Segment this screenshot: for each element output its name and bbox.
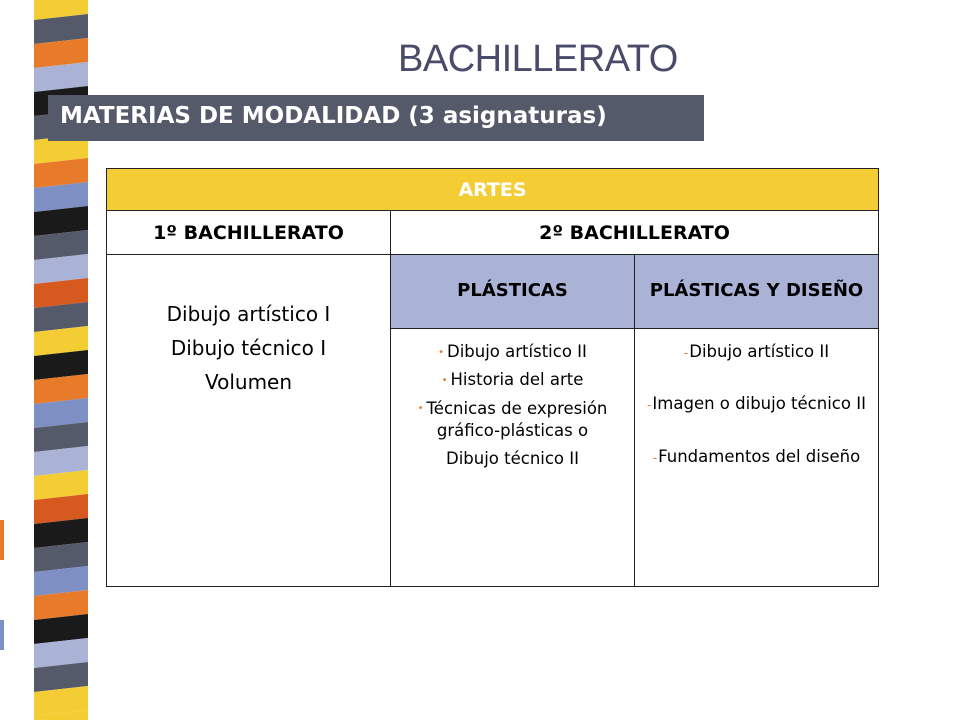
subtitle-text: MATERIAS DE MODALIDAD (3 asignaturas) [60, 103, 607, 129]
dash-icon: - [647, 398, 652, 413]
subjects-table [106, 168, 879, 587]
list-item: Imagen o dibujo técnico II [652, 394, 866, 414]
bullet-icon: • [417, 403, 424, 415]
plasticas-subjects-cell [391, 329, 635, 587]
stripe-accent [0, 620, 4, 650]
subtitle-banner [48, 95, 704, 141]
list-item: Fundamentos del diseño [658, 446, 861, 466]
page-title: BACHILLERATO [398, 38, 678, 80]
table-row [107, 169, 879, 211]
plasticas-header: PLÁSTICAS [391, 255, 635, 329]
plasticas-diseno-header: PLÁSTICAS Y DISEÑO [635, 255, 879, 329]
bullet-icon: • [441, 375, 448, 387]
dash-icon: - [652, 450, 658, 465]
year1-subjects-cell [107, 255, 391, 587]
list-item: Dibujo artístico II [447, 342, 587, 361]
dash-icon: - [683, 346, 689, 360]
list-item: Dibujo artístico II [689, 342, 830, 361]
list-item: Dibujo técnico I [170, 336, 327, 360]
table-row [107, 255, 879, 329]
year2-header: 2º BACHILLERATO [391, 211, 879, 255]
table-row [107, 211, 879, 255]
list-item: Técnicas de expresión gráfico-plásticas o [426, 398, 608, 440]
year1-header: 1º BACHILLERATO [107, 211, 391, 255]
list-item: Historia del arte [450, 370, 584, 390]
list-item: Dibujo técnico II [445, 449, 580, 469]
stripe-accent [0, 520, 4, 560]
plasticas-diseno-subjects-cell [635, 329, 879, 587]
list-item: Dibujo artístico I [166, 302, 331, 326]
bullet-icon: • [438, 346, 444, 358]
artes-header: ARTES [107, 169, 879, 211]
list-item: Volumen [204, 370, 293, 394]
